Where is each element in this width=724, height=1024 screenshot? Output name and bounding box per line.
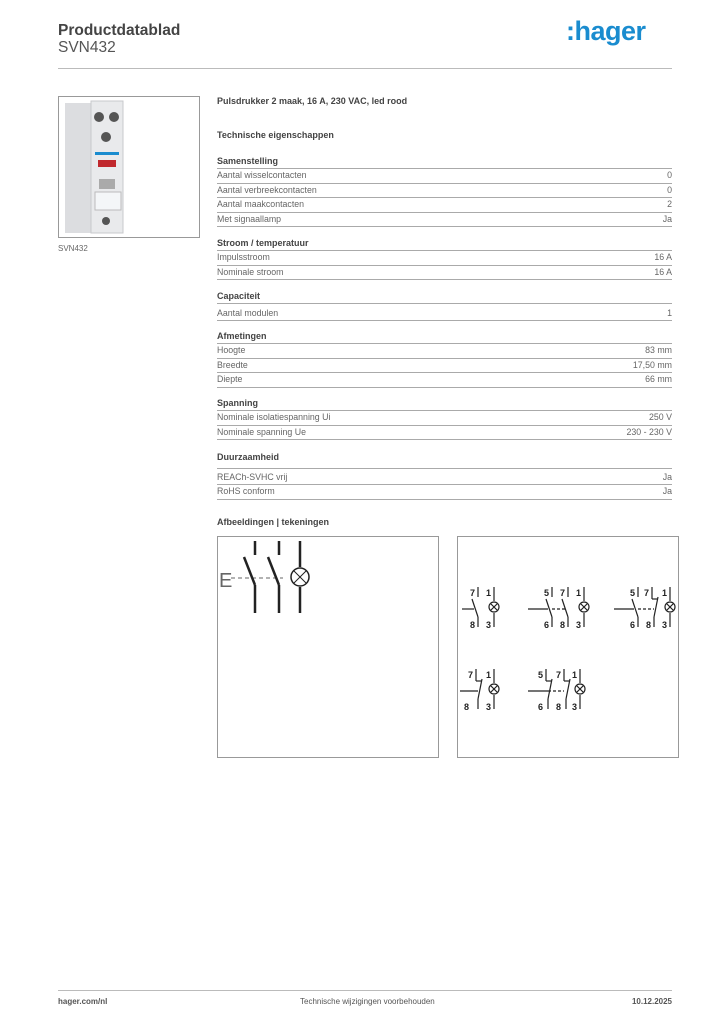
circuit-symbol-drawing <box>217 536 439 758</box>
svg-text:8: 8 <box>464 702 470 712</box>
row-value: Ja <box>662 486 672 496</box>
row-value: Ja <box>662 472 672 482</box>
row-label: Nominale spanning Ue <box>217 426 306 437</box>
row-value: 83 mm <box>645 345 672 355</box>
svg-text:6: 6 <box>630 620 636 630</box>
table-row <box>217 411 672 426</box>
svg-text:5: 5 <box>630 588 636 598</box>
table-row <box>217 373 672 388</box>
svg-text:1: 1 <box>486 588 492 598</box>
svg-text:1: 1 <box>576 588 582 598</box>
svg-text:3: 3 <box>572 702 578 712</box>
wiring-variants-drawing <box>457 536 679 758</box>
svg-text:8: 8 <box>560 620 566 630</box>
variant-5 <box>528 669 585 712</box>
row-value: 1 <box>667 308 672 318</box>
svg-text:1: 1 <box>662 588 668 598</box>
row-value: 230 - 230 V <box>626 426 672 437</box>
table-row <box>217 184 672 199</box>
table-row <box>217 266 672 281</box>
table-row <box>217 344 672 359</box>
row-label: Met signaallamp <box>217 213 282 224</box>
divider <box>58 68 672 69</box>
svg-text:3: 3 <box>576 620 582 630</box>
svg-text:7: 7 <box>470 588 476 598</box>
row-value: 250 V <box>649 412 672 422</box>
svg-text:5: 5 <box>544 588 550 598</box>
table-row <box>217 469 672 485</box>
product-code: SVN432 <box>58 39 116 56</box>
row-label: Hoogte <box>217 345 246 355</box>
product-description: Pulsdrukker 2 maak, 16 A, 230 VAC, led rood <box>217 96 408 106</box>
row-label: Aantal wisselcontacten <box>217 170 307 180</box>
svg-text:1: 1 <box>486 670 492 680</box>
row-value: 0 <box>667 184 672 195</box>
svg-text:3: 3 <box>662 620 668 630</box>
row-label: Nominale isolatiespanning Ui <box>217 412 331 422</box>
svg-text:7: 7 <box>468 670 474 680</box>
section-duurzaamheid <box>217 451 672 500</box>
hager-logo: :hager <box>566 16 646 46</box>
row-label: Aantal verbreekcontacten <box>217 184 317 195</box>
svg-text:3: 3 <box>486 702 492 712</box>
table-row <box>217 485 672 500</box>
page-title: Productdatablad <box>58 22 181 39</box>
row-value: Ja <box>662 213 672 224</box>
image-caption: SVN432 <box>58 244 88 253</box>
divider <box>58 990 672 991</box>
svg-text:8: 8 <box>556 702 562 712</box>
svg-text:6: 6 <box>544 620 550 630</box>
row-label: RoHS conform <box>217 486 275 496</box>
row-label: Aantal maakcontacten <box>217 199 305 209</box>
svg-text:5: 5 <box>538 670 544 680</box>
row-value: 66 mm <box>645 374 672 384</box>
table-row <box>217 169 672 184</box>
row-label: Impulsstroom <box>217 252 270 262</box>
footer-date: 10.12.2025 <box>631 997 672 1006</box>
row-label: Aantal modulen <box>217 308 279 318</box>
table-row <box>217 198 672 213</box>
svg-text:1: 1 <box>572 670 578 680</box>
footer-link[interactable]: hager.com/nl <box>58 997 108 1006</box>
row-value: 2 <box>667 199 672 209</box>
row-value: 0 <box>667 170 672 180</box>
actuator-label: E <box>219 570 233 592</box>
tech-title: Technische eigenschappen <box>217 130 334 140</box>
section-stroom <box>217 237 672 280</box>
row-value: 16 A <box>654 252 672 262</box>
table-row <box>217 426 672 441</box>
images-title: Afbeeldingen | tekeningen <box>217 517 330 527</box>
variant-1 <box>462 587 499 630</box>
svg-text:8: 8 <box>646 620 652 630</box>
section-title: Spanning <box>217 397 672 411</box>
section-title: Samenstelling <box>217 155 672 169</box>
table-row <box>217 359 672 374</box>
section-afmetingen <box>217 330 672 388</box>
section-title: Afmetingen <box>217 330 672 344</box>
svg-text:7: 7 <box>560 588 566 598</box>
svg-text:3: 3 <box>486 620 492 630</box>
footer-note: Technische wijzigingen voorbehouden <box>300 997 435 1006</box>
table-row <box>217 251 672 266</box>
product-image <box>58 96 200 238</box>
section-samenstelling <box>217 155 672 227</box>
row-label: REACh-SVHC vrij <box>217 472 288 482</box>
section-title: Stroom / temperatuur <box>217 237 672 251</box>
row-value: 17,50 mm <box>632 359 672 370</box>
section-capaciteit <box>217 290 672 321</box>
table-row <box>217 213 672 228</box>
row-label: Diepte <box>217 374 243 384</box>
row-label: Breedte <box>217 359 248 370</box>
section-title: Capaciteit <box>217 290 672 304</box>
row-label: Nominale stroom <box>217 266 284 277</box>
svg-text:6: 6 <box>538 702 544 712</box>
svg-text:7: 7 <box>556 670 562 680</box>
svg-text:7: 7 <box>644 588 650 598</box>
table-row <box>217 304 672 321</box>
row-value: 16 A <box>654 266 672 277</box>
svg-text:8: 8 <box>470 620 476 630</box>
section-title: Duurzaamheid <box>217 451 672 469</box>
section-spanning <box>217 397 672 440</box>
variant-2 <box>528 587 589 630</box>
variant-4 <box>460 669 499 712</box>
variant-3 <box>614 587 675 630</box>
